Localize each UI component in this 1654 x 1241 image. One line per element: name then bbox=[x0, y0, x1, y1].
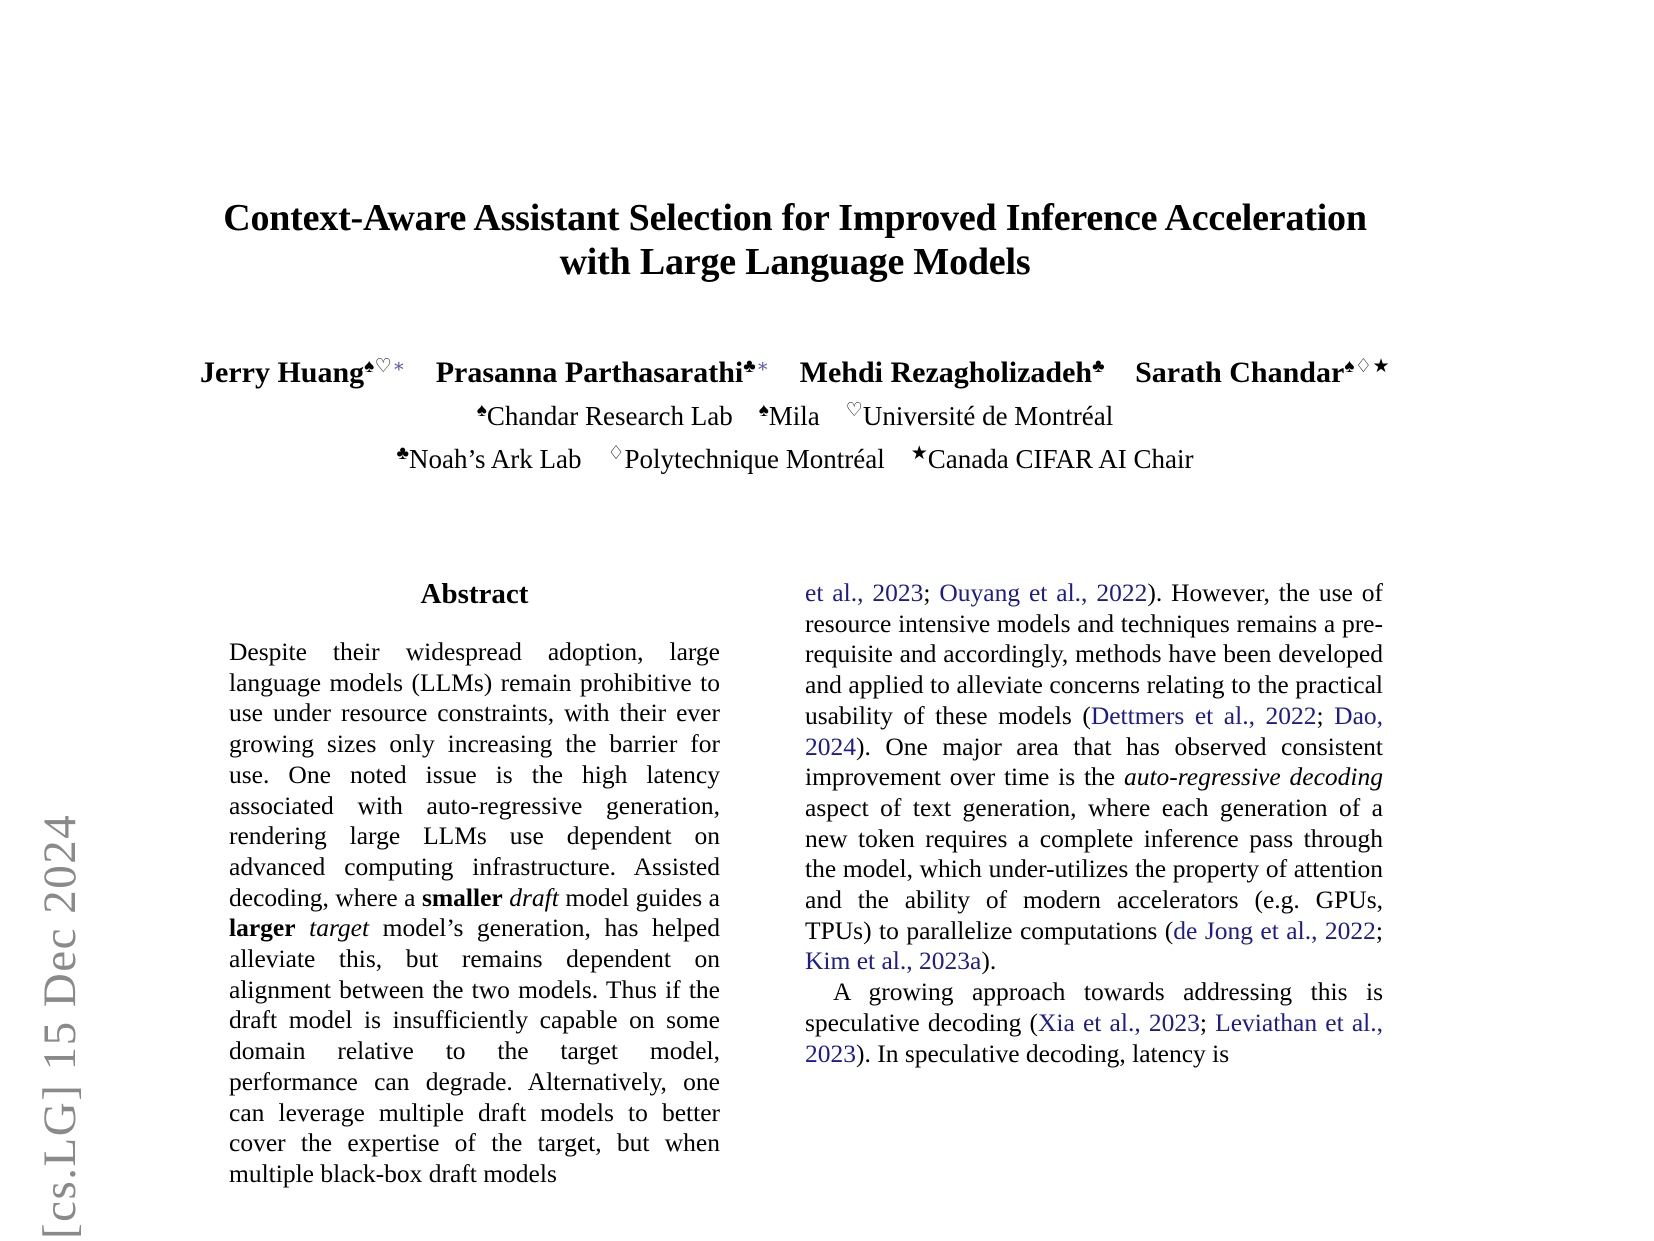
abstract-text bbox=[229, 637, 720, 1190]
affiliation-canada-cifar-ai-chair bbox=[911, 444, 1194, 474]
intro-text-5: A growing approach towards addressing this is speculative decoding ( bbox=[805, 977, 1383, 1037]
intro-paragraph-2 bbox=[805, 977, 1383, 1069]
affiliation-universite-de-montreal bbox=[846, 401, 1113, 431]
author-4-name: Sarath Chandar bbox=[1135, 356, 1345, 389]
author-3-name: Mehdi Rezagholizadeh bbox=[799, 356, 1093, 389]
intro-text-1: ). However, the use of resource intensive models and techniques remains a pre-requisite and accordingly, methods have been developed and applied to alleviate concerns relating to the practical usability of these models ( bbox=[805, 578, 1383, 730]
intro-text-2: ). One major area that has observed consistent improvement over time is the bbox=[805, 731, 1383, 792]
intro-text-3: aspect of text generation, where each generation of a new token requires a complete inference pass through the model, which under-utilizes the property of attention and the ability of modern accelerators (e.g. GPUs, TPUs) to parallelize computations ( bbox=[805, 792, 1383, 945]
abstract-part-3: model’s generation, has helped alleviate this, but remains dependent on alignment between the two models. Thus if the draft model is insufficiently capable on some domain relative to the target model, performance can degrade. Alternatively, one can leverage multiple draft models to better cover the expertise of the target, but when multiple black-box draft models bbox=[229, 913, 721, 1188]
affiliation-mark-club: ♣ bbox=[396, 443, 409, 464]
affiliation-noahs-ark-lab bbox=[397, 444, 582, 474]
affiliation-line-1 bbox=[120, 392, 1470, 435]
affiliation-polytechnique-montreal bbox=[607, 444, 884, 474]
title-line-1: Context-Aware Assistant Selection for Improved Inference Acceleration bbox=[223, 197, 1367, 239]
abstract-emphasis-draft: draft bbox=[509, 882, 559, 912]
citation-separator: ; bbox=[923, 578, 940, 607]
citation-link[interactable]: et al., 2023 bbox=[805, 578, 924, 607]
affiliation-mark-heart: ♡ bbox=[845, 400, 863, 421]
abstract-emphasis-target: target bbox=[309, 913, 370, 943]
author-1-star: ∗ bbox=[392, 356, 406, 377]
abstract-part-2: model guides a bbox=[558, 882, 720, 912]
arxiv-stamp-text: [cs.LG] 15 Dec 2024 bbox=[34, 813, 86, 1239]
author-4 bbox=[1135, 356, 1390, 389]
author-1 bbox=[200, 356, 406, 389]
affiliation-line-2 bbox=[120, 435, 1470, 478]
page-title bbox=[180, 196, 1410, 284]
abstract-emphasis-larger: larger bbox=[229, 913, 296, 943]
authors-and-affiliations bbox=[120, 348, 1470, 478]
citation-link-kim[interactable]: Kim et al., 2023a bbox=[805, 946, 982, 976]
title-line-2: with Large Language Models bbox=[559, 241, 1031, 283]
citation-separator-4: ; bbox=[1199, 1007, 1216, 1037]
citation-link-ouyang[interactable]: Ouyang et al., 2022 bbox=[939, 578, 1148, 607]
abstract-part-1: Despite their widespread adoption, large language models (LLMs) remain prohibitive to use under resource constraints, with their ever growing sizes only increasing the barrier for use. One noted issue is the high latency associated with auto-regressive generation, rendering large LLMs use dependent on advanced computing infrastructure. Assisted decoding, where a bbox=[229, 637, 720, 912]
citation-separator-2: ; bbox=[1316, 700, 1335, 730]
author-2-star: ∗ bbox=[756, 356, 770, 377]
author-2-name: Prasanna Parthasarathi bbox=[435, 356, 744, 389]
affiliation-5-name: Polytechnique Montréal bbox=[624, 444, 885, 474]
affiliation-mark-spade-2: ♠ bbox=[758, 400, 769, 421]
affiliation-2-name: Mila bbox=[768, 401, 820, 431]
author-4-marks: ♠♢★ bbox=[1344, 356, 1390, 377]
abstract-emphasis-smaller: smaller bbox=[421, 882, 503, 912]
citation-link-dao[interactable]: Dao, 2024 bbox=[805, 700, 1384, 761]
affiliation-4-name: Noah’s Ark Lab bbox=[408, 444, 582, 474]
author-list bbox=[120, 348, 1470, 392]
abstract-heading: Abstract bbox=[420, 578, 529, 610]
author-2 bbox=[436, 356, 770, 389]
affiliation-6-name: Canada CIFAR AI Chair bbox=[927, 444, 1194, 474]
affiliation-mark-diamond: ♢ bbox=[607, 443, 625, 464]
author-2-marks: ♣ bbox=[743, 356, 757, 377]
citation-separator-3: ; bbox=[1375, 915, 1383, 945]
author-3 bbox=[800, 356, 1105, 389]
affiliation-chandar-research-lab bbox=[477, 401, 733, 431]
abstract-column bbox=[229, 578, 720, 1190]
affiliation-mila bbox=[759, 401, 820, 431]
author-1-marks: ♠♡ bbox=[364, 356, 393, 377]
affiliation-mark-spade: ♠ bbox=[476, 400, 487, 421]
citation-link-xia[interactable]: Xia et al., 2023 bbox=[1038, 1007, 1200, 1037]
citation-link-de-jong[interactable]: de Jong et al., 2022 bbox=[1173, 915, 1376, 945]
affiliation-mark-star: ★ bbox=[910, 443, 928, 464]
intro-text-6: ). In speculative decoding, latency is bbox=[856, 1038, 1230, 1068]
author-1-name: Jerry Huang bbox=[200, 356, 365, 389]
intro-paragraph-1 bbox=[805, 578, 1383, 977]
affiliation-3-name: Université de Montréal bbox=[862, 401, 1114, 431]
intro-text-4: ). bbox=[981, 946, 997, 976]
affiliation-1-name: Chandar Research Lab bbox=[486, 401, 733, 431]
intro-column bbox=[805, 578, 1383, 1069]
citation-link-dettmers[interactable]: Dettmers et al., 2022 bbox=[1090, 700, 1317, 730]
citation-link-leviathan[interactable]: Leviathan et al., 2023 bbox=[805, 1007, 1383, 1068]
author-3-marks: ♣ bbox=[1092, 356, 1106, 377]
intro-emphasis-auto-regressive-decoding: auto-regressive decoding bbox=[1123, 762, 1383, 792]
